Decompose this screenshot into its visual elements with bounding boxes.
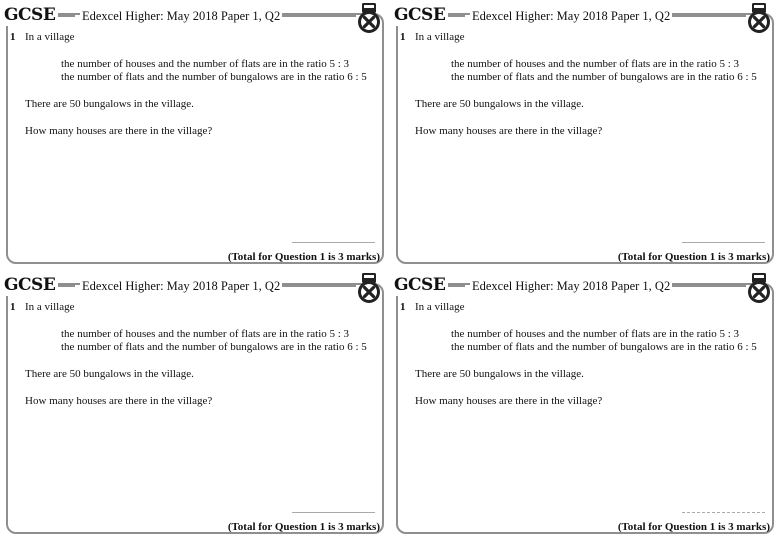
answer-line [682, 242, 765, 243]
question-prompt: How many houses are there in the village? [25, 395, 213, 407]
header-rule [666, 285, 746, 287]
card-frame [396, 13, 774, 264]
question-number: 1 [400, 301, 406, 313]
ratio-line: the number of flats and the number of bungalows are in the ratio 6 : 5 [61, 71, 367, 83]
question-statement: There are 50 bungalows in the village. [25, 98, 194, 110]
total-marks: (Total for Question 1 is 3 marks) [227, 521, 380, 533]
ratio-line: the number of flats and the number of bungalows are in the ratio 6 : 5 [451, 341, 757, 353]
question-number: 1 [400, 31, 406, 43]
question-card [2, 2, 386, 268]
ratio-line: the number of houses and the number of flats are in the ratio 5 : 3 [451, 58, 740, 70]
paper-header: Edexcel Higher: May 2018 Paper 1, Q2 [472, 9, 671, 23]
ratio-line: the number of flats and the number of bungalows are in the ratio 6 : 5 [61, 341, 367, 353]
card-frame [6, 13, 384, 264]
answer-line [292, 242, 375, 243]
question-card [392, 2, 776, 268]
card-frame [396, 283, 774, 534]
question-number: 1 [10, 301, 16, 313]
no-calculator-icon [354, 2, 384, 36]
total-marks: (Total for Question 1 is 3 marks) [617, 521, 770, 533]
paper-header: Edexcel Higher: May 2018 Paper 1, Q2 [472, 279, 671, 293]
question-intro: In a village [415, 301, 465, 313]
question-statement: There are 50 bungalows in the village. [415, 368, 584, 380]
header-rule [276, 285, 356, 287]
question-intro: In a village [25, 301, 75, 313]
question-card [2, 272, 386, 538]
total-marks: (Total for Question 1 is 3 marks) [617, 251, 770, 263]
gcse-badge: GCSE [394, 274, 448, 296]
question-number: 1 [10, 31, 16, 43]
card-frame [6, 283, 384, 534]
no-calculator-icon [744, 272, 774, 306]
question-intro: In a village [25, 31, 75, 43]
paper-header: Edexcel Higher: May 2018 Paper 1, Q2 [82, 9, 281, 23]
ratio-line: the number of houses and the number of flats are in the ratio 5 : 3 [61, 58, 350, 70]
gcse-badge: GCSE [4, 4, 58, 26]
paper-header: Edexcel Higher: May 2018 Paper 1, Q2 [82, 279, 281, 293]
ratio-line: the number of flats and the number of bungalows are in the ratio 6 : 5 [451, 71, 757, 83]
no-calculator-icon [354, 272, 384, 306]
ratio-line: the number of houses and the number of flats are in the ratio 5 : 3 [61, 328, 350, 340]
answer-line [682, 512, 765, 513]
header-rule [276, 15, 356, 17]
question-prompt: How many houses are there in the village? [415, 395, 603, 407]
header-rule [666, 15, 746, 17]
answer-line [292, 512, 375, 513]
question-prompt: How many houses are there in the village? [25, 125, 213, 137]
ratio-line: the number of houses and the number of flats are in the ratio 5 : 3 [451, 328, 740, 340]
question-card [392, 272, 776, 538]
question-prompt: How many houses are there in the village? [415, 125, 603, 137]
gcse-badge: GCSE [4, 274, 58, 296]
total-marks: (Total for Question 1 is 3 marks) [227, 251, 380, 263]
question-statement: There are 50 bungalows in the village. [25, 368, 194, 380]
gcse-badge: GCSE [394, 4, 448, 26]
question-statement: There are 50 bungalows in the village. [415, 98, 584, 110]
question-intro: In a village [415, 31, 465, 43]
no-calculator-icon [744, 2, 774, 36]
